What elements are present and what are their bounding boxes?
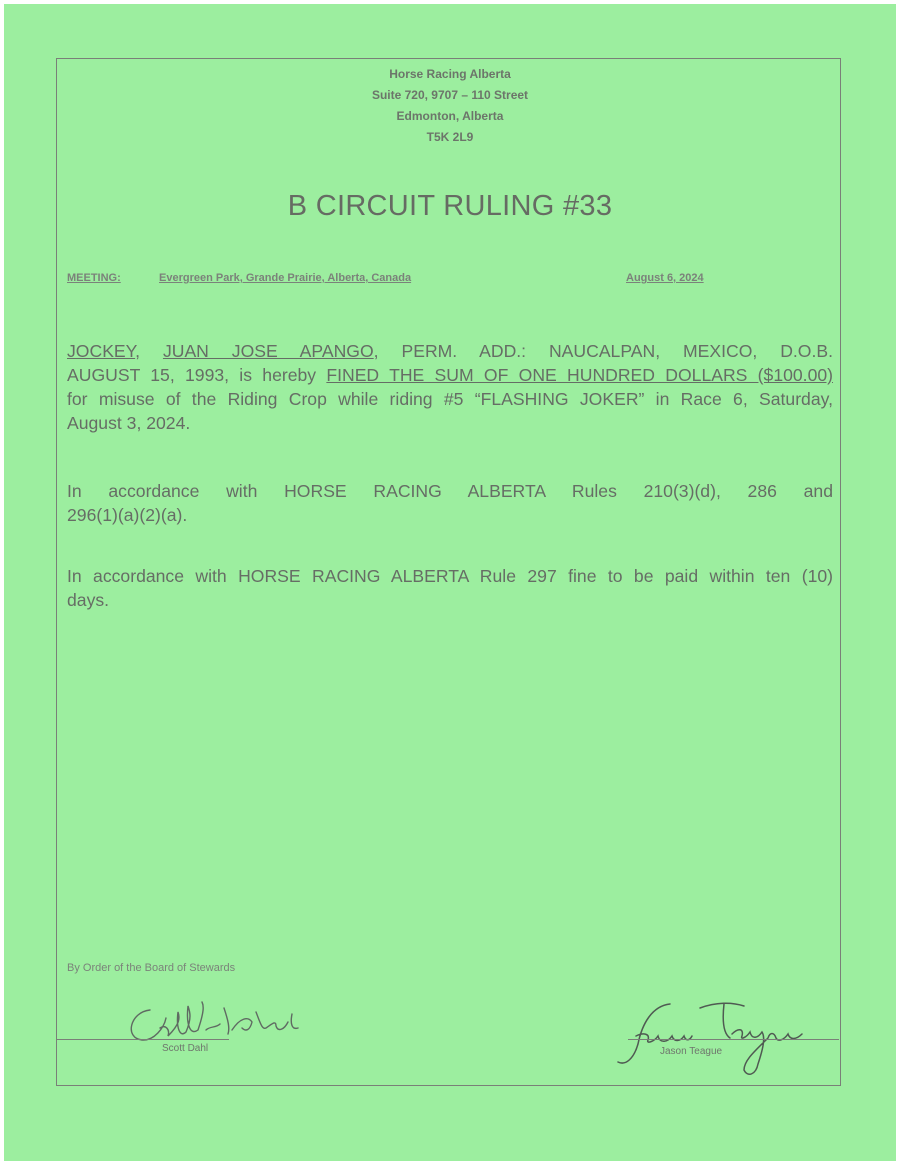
ruling-line-2: [67, 363, 833, 387]
ruling-role: JOCKEY: [67, 341, 136, 361]
ruling-paragraph: [67, 339, 833, 435]
org-postal-code: T5K 2L9: [426, 130, 474, 144]
ruling-line-4: August 3, 2024.: [67, 413, 191, 433]
signature-line-left: [57, 1039, 229, 1040]
meeting-label: MEETING:: [67, 272, 121, 284]
steward-1-name: Scott Dahl: [162, 1043, 209, 1054]
rules-line-1: In accordance with HORSE RACING ALBERTA Rules 210(3)(d), 286 and: [67, 481, 833, 501]
signature-line-right: [628, 1039, 839, 1040]
rules-line-2: 296(1)(a)(2)(a).: [67, 505, 188, 525]
org-address-city: Edmonton, Alberta: [396, 109, 504, 123]
payment-line-2: days.: [67, 590, 110, 610]
payment-line-1: In accordance with HORSE RACING ALBERTA Rule 297 fine to be paid within ten (10): [67, 566, 833, 586]
meeting-location: Evergreen Park, Grande Prairie, Alberta, Canada: [159, 272, 412, 284]
org-address-street: Suite 720, 9707 – 110 Street: [371, 88, 529, 102]
ruling-title: B CIRCUIT RULING #33: [287, 190, 613, 222]
ruling-dob: AUGUST 15, 1993, is hereby: [67, 365, 327, 385]
board-order-text: By Order of the Board of Stewards: [67, 962, 236, 974]
payment-paragraph: [67, 564, 833, 612]
ruling-line-1: JOCKEY, JUAN JOSE APANGO, PERM. ADD.: NAUCALPAN, MEXICO, D.O.B.: [67, 341, 833, 361]
signature-jason-teague: [612, 994, 812, 1080]
rules-paragraph: [67, 479, 833, 527]
ruling-fine: FINED THE SUM OF ONE HUNDRED DOLLARS ($100.00): [326, 365, 833, 385]
signature-scott-dahl: [120, 998, 310, 1054]
ruling-name: JUAN JOSE APANGO: [162, 341, 374, 361]
steward-2-name: Jason Teague: [660, 1046, 723, 1057]
ruling-line-3: for misuse of the Riding Crop while riding #5 “FLASHING JOKER” in Race 6, Saturday,: [67, 389, 833, 409]
org-name: Horse Racing Alberta: [389, 67, 511, 81]
ruling-address: , PERM. ADD.: NAUCALPAN, MEXICO, D.O.B.: [373, 341, 833, 361]
meeting-date: August 6, 2024: [626, 272, 704, 284]
